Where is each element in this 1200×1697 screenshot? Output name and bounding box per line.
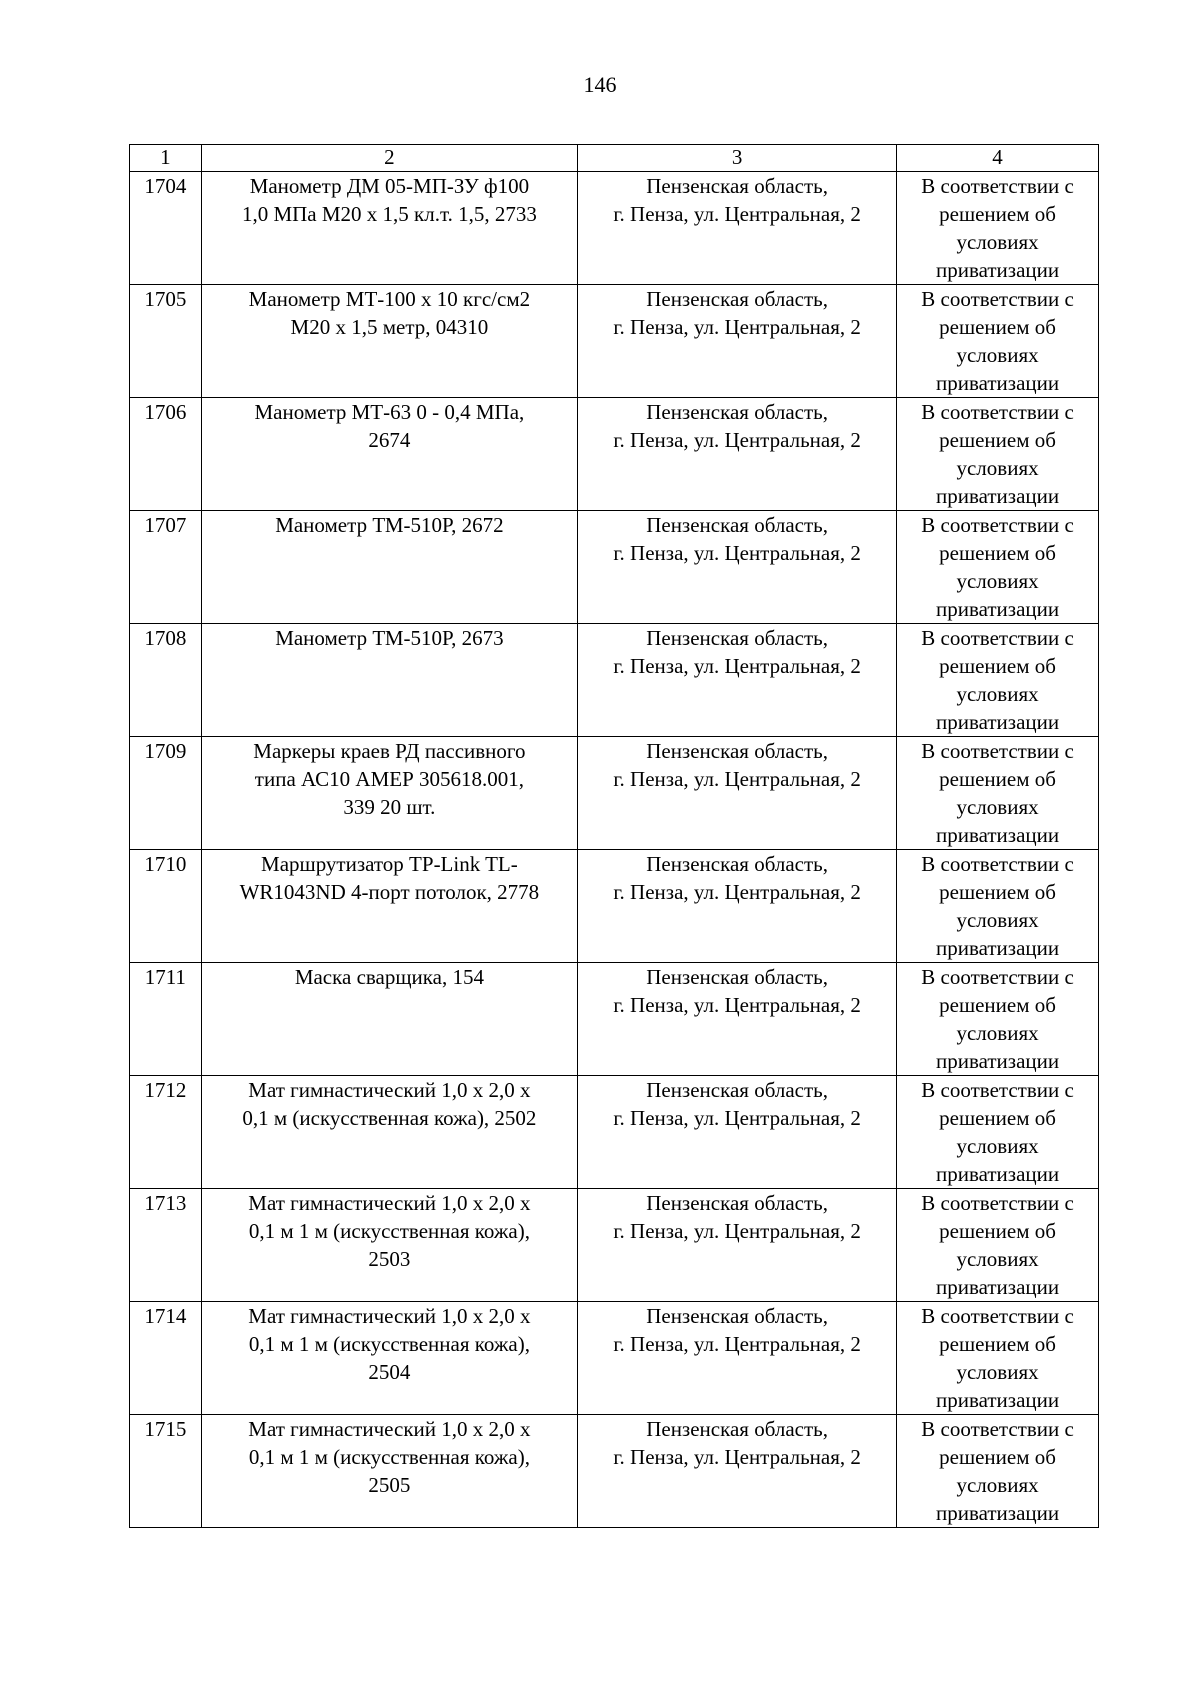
row-number-cell (130, 850, 202, 963)
table-row (130, 398, 1099, 511)
item-note-cell (897, 1076, 1099, 1189)
item-note: В соответствии с решением об условиях приватизации (921, 1078, 1074, 1186)
item-note-cell (897, 511, 1099, 624)
item-address-cell (578, 850, 897, 963)
row-number: 1713 (144, 1191, 187, 1215)
header-row (130, 145, 1099, 172)
item-name-cell (201, 1076, 577, 1189)
table-row (130, 737, 1099, 850)
row-number-cell (130, 1189, 202, 1302)
item-address-cell (578, 511, 897, 624)
item-address-cell (578, 737, 897, 850)
item-name-cell (201, 850, 577, 963)
item-note: В соответствии с решением об условиях приватизации (921, 1417, 1074, 1525)
item-address-cell (578, 285, 897, 398)
row-number-cell (130, 285, 202, 398)
row-number-cell (130, 737, 202, 850)
item-name-cell (201, 285, 577, 398)
item-address: Пензенская область, г. Пенза, ул. Центральная, 2 (613, 1078, 861, 1130)
item-note-cell (897, 624, 1099, 737)
item-name-cell (201, 511, 577, 624)
item-address-cell (578, 624, 897, 737)
item-note-cell (897, 737, 1099, 850)
item-name: Маршрутизатор TP-Link TL- WR1043ND 4-порт потолок, 2778 (239, 852, 540, 904)
item-note-cell (897, 1302, 1099, 1415)
item-name-cell (201, 737, 577, 850)
item-address: Пензенская область, г. Пенза, ул. Центральная, 2 (613, 287, 861, 339)
item-address: Пензенская область, г. Пенза, ул. Центральная, 2 (613, 174, 861, 226)
row-number-cell (130, 172, 202, 285)
row-number: 1710 (144, 852, 187, 876)
item-note-cell (897, 1415, 1099, 1528)
item-note: В соответствии с решением об условиях приватизации (921, 400, 1074, 508)
item-name: Манометр ДМ 05-МП-ЗУ ф100 1,0 МПа М20 х 1,5 кл.т. 1,5, 2733 (241, 174, 537, 226)
item-note: В соответствии с решением об условиях приватизации (921, 626, 1074, 734)
item-address: Пензенская область, г. Пенза, ул. Центральная, 2 (613, 400, 861, 452)
row-number: 1712 (144, 1078, 187, 1102)
row-number-cell (130, 511, 202, 624)
table-row (130, 172, 1099, 285)
item-address-cell (578, 1076, 897, 1189)
item-note-cell (897, 1189, 1099, 1302)
item-name: Манометр ТМ-510Р, 2672 (275, 513, 504, 537)
table-body (130, 172, 1099, 1528)
item-address-cell (578, 398, 897, 511)
item-name-cell (201, 398, 577, 511)
table-row (130, 624, 1099, 737)
item-note: В соответствии с решением об условиях приватизации (921, 739, 1074, 847)
item-note: В соответствии с решением об условиях приватизации (921, 965, 1074, 1073)
row-number-cell (130, 398, 202, 511)
item-address: Пензенская область, г. Пенза, ул. Центральная, 2 (613, 1191, 861, 1243)
row-number: 1715 (144, 1417, 187, 1441)
table-header (130, 145, 1099, 172)
row-number: 1714 (144, 1304, 187, 1328)
item-name: Мат гимнастический 1,0 х 2,0 х 0,1 м (искусственная кожа), 2502 (242, 1078, 537, 1130)
item-address-cell (578, 1302, 897, 1415)
item-note: В соответствии с решением об условиях приватизации (921, 287, 1074, 395)
item-name-cell (201, 1302, 577, 1415)
row-number: 1704 (144, 174, 187, 198)
table-row (130, 511, 1099, 624)
item-note-cell (897, 398, 1099, 511)
item-note-cell (897, 172, 1099, 285)
header-col-2: 2 (201, 145, 577, 172)
row-number: 1711 (144, 965, 186, 989)
item-name: Манометр ТМ-510Р, 2673 (275, 626, 504, 650)
item-name: Мат гимнастический 1,0 х 2,0 х 0,1 м 1 м (искусственная кожа), 2505 (248, 1417, 531, 1497)
item-address-cell (578, 963, 897, 1076)
item-name-cell (201, 1415, 577, 1528)
row-number: 1709 (144, 739, 187, 763)
item-address: Пензенская область, г. Пенза, ул. Центральная, 2 (613, 513, 861, 565)
item-address-cell (578, 172, 897, 285)
item-address: Пензенская область, г. Пенза, ул. Центральная, 2 (613, 1417, 861, 1469)
row-number: 1705 (144, 287, 187, 311)
item-name: Мат гимнастический 1,0 х 2,0 х 0,1 м 1 м (искусственная кожа), 2504 (248, 1304, 531, 1384)
item-note-cell (897, 963, 1099, 1076)
item-name-cell (201, 963, 577, 1076)
item-address: Пензенская область, г. Пенза, ул. Центральная, 2 (613, 965, 861, 1017)
item-address: Пензенская область, г. Пенза, ул. Центральная, 2 (613, 1304, 861, 1356)
row-number-cell (130, 1302, 202, 1415)
item-note: В соответствии с решением об условиях приватизации (921, 1304, 1074, 1412)
header-col-3: 3 (578, 145, 897, 172)
header-col-1: 1 (130, 145, 202, 172)
row-number-cell (130, 624, 202, 737)
table-row (130, 1302, 1099, 1415)
table-row (130, 1189, 1099, 1302)
row-number-cell (130, 963, 202, 1076)
table-row (130, 1076, 1099, 1189)
property-table (129, 144, 1099, 1528)
item-name: Манометр МТ-63 0 - 0,4 МПа, 2674 (254, 400, 525, 452)
item-note: В соответствии с решением об условиях приватизации (921, 174, 1074, 282)
row-number: 1708 (144, 626, 187, 650)
row-number: 1706 (144, 400, 187, 424)
item-note-cell (897, 285, 1099, 398)
item-address: Пензенская область, г. Пенза, ул. Центральная, 2 (613, 626, 861, 678)
item-address-cell (578, 1189, 897, 1302)
row-number: 1707 (144, 513, 187, 537)
item-name-cell (201, 624, 577, 737)
item-name-cell (201, 172, 577, 285)
item-note-cell (897, 850, 1099, 963)
item-note: В соответствии с решением об условиях приватизации (921, 1191, 1074, 1299)
item-address-cell (578, 1415, 897, 1528)
row-number-cell (130, 1076, 202, 1189)
table-row (130, 285, 1099, 398)
item-name-cell (201, 1189, 577, 1302)
item-name: Манометр МТ-100 х 10 кгс/см2 М20 х 1,5 метр, 04310 (248, 287, 531, 339)
item-name: Маска сварщика, 154 (294, 965, 484, 989)
table-row (130, 963, 1099, 1076)
table-row (130, 1415, 1099, 1528)
row-number-cell (130, 1415, 202, 1528)
item-note: В соответствии с решением об условиях приватизации (921, 852, 1074, 960)
page-number: 146 (583, 72, 617, 97)
item-address: Пензенская область, г. Пенза, ул. Центральная, 2 (613, 852, 861, 904)
item-name: Маркеры краев РД пассивного типа АС10 АМЕР 305618.001, 339 20 шт. (253, 739, 526, 819)
item-note: В соответствии с решением об условиях приватизации (921, 513, 1074, 621)
item-address: Пензенская область, г. Пенза, ул. Центральная, 2 (613, 739, 861, 791)
table-row (130, 850, 1099, 963)
item-name: Мат гимнастический 1,0 х 2,0 х 0,1 м 1 м (искусственная кожа), 2503 (248, 1191, 531, 1271)
header-col-4: 4 (897, 145, 1099, 172)
